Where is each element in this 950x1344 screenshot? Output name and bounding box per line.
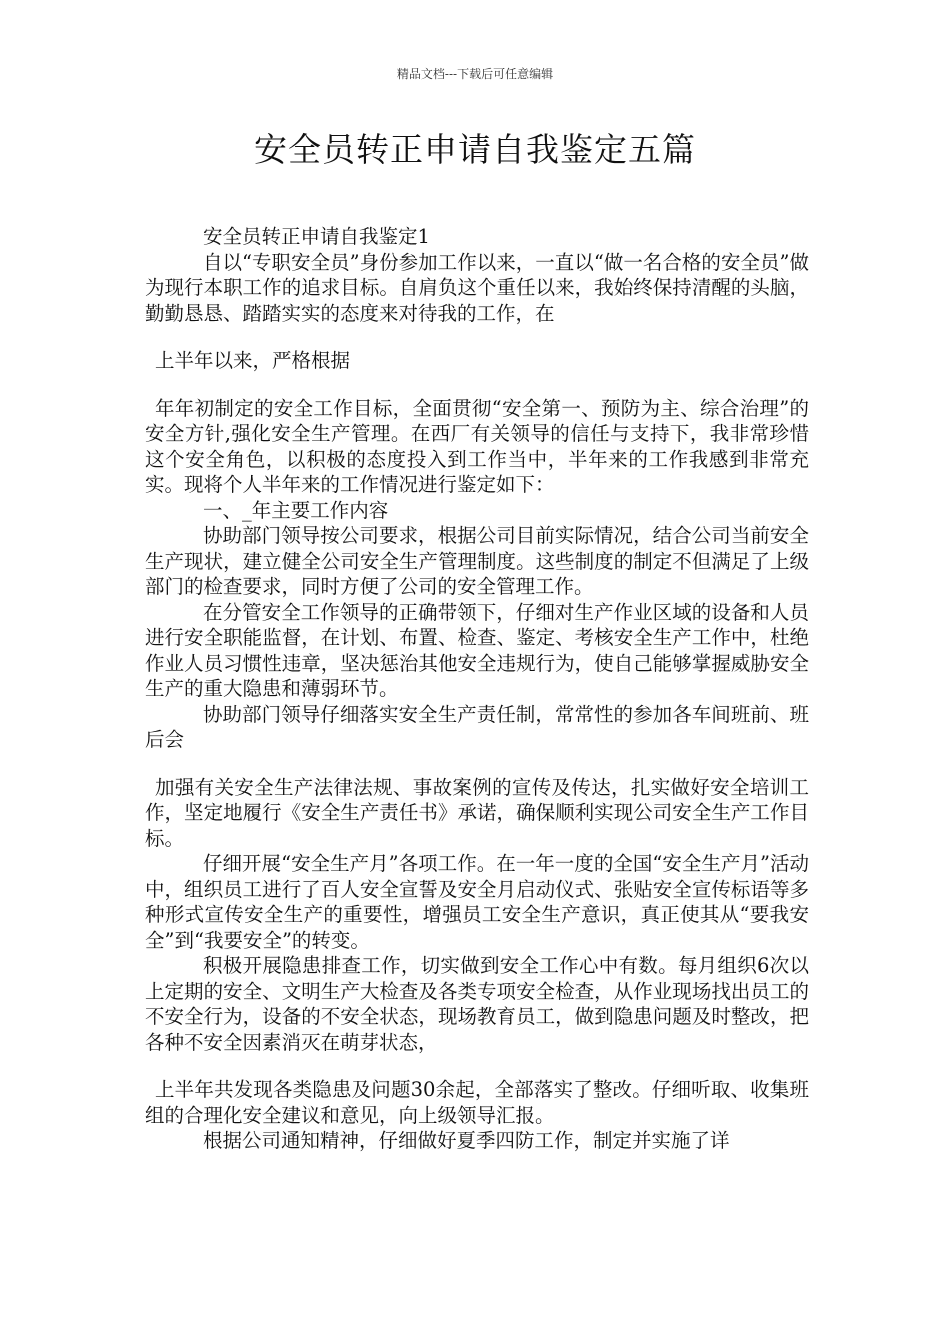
- paragraph: 协助部门领导仔细落实安全生产责任制，常常性的参加各车间班前、班后会: [145, 702, 809, 751]
- paragraph: 加强有关安全生产法律法规、事故案例的宣传及传达，扎实做好安全培训工作，坚定地履行《安全生产责任书》承诺，确保顺利实现公司安全生产工作目标。: [145, 775, 809, 850]
- paragraph: 协助部门领导按公司要求，根据公司目前实际情况，结合公司当前安全生产现状，建立健全公司安全生产管理制度。这些制度的制定不但满足了上级部门的检查要求，同时方便了公司的安全管理工作。: [145, 524, 809, 598]
- paragraph: 上半年以来，严格根据: [155, 349, 351, 372]
- section-heading: 安全员转正申请自我鉴定1: [203, 225, 430, 248]
- section-heading: 一、_年主要工作内容: [203, 498, 389, 522]
- page-header-note: 精品文档---下载后可任意编辑: [396, 67, 554, 81]
- paragraph: 年年初制定的安全工作目标，全面贯彻“安全第一、预防为主、综合治理”的安全方针,强化安全生产管理。在西厂有关领导的信任与支持下，我非常珍惜这个安全角色，以积极的态度投入到工作当中，半年来的工作我感到非常充实。现将个人半年来的工作情况进行鉴定如下：: [145, 396, 809, 496]
- document-body: [145, 224, 809, 1154]
- paragraph: 积极开展隐患排查工作，切实做到安全工作心中有数。每月组织6次以上定期的安全、文明生产大检查及各类专项安全检查，从作业现场找出员工的不安全行为，设备的不安全状态，现场教育员工，做到隐患问题及时整改，把各种不安全因素消灭在萌芽状态，: [145, 954, 809, 1054]
- document-title: 安全员转正申请自我鉴定五篇: [254, 130, 696, 169]
- paragraph: 根据公司通知精神，仔细做好夏季四防工作，制定并实施了详: [203, 1129, 730, 1152]
- paragraph: 仔细开展“安全生产月”各项工作。在一年一度的全国“安全生产月”活动中，组织员工进行了百人安全宣誓及安全月启动仪式、张贴安全宣传标语等多种形式宣传安全生产的重要性，增强员工安全生产意识，真正使其从“要我安全”到“我要安全”的转变。: [145, 852, 809, 952]
- paragraph: 自以“专职安全员”身份参加工作以来，一直以“做一名合格的安全员”做为现行本职工作的追求目标。自肩负这个重任以来，我始终保持清醒的头脑，勤勤恳恳、踏踏实实的态度来对待我的工作，在: [145, 250, 809, 325]
- paragraph: 上半年共发现各类隐患及问题30余起，全部落实了整改。仔细听取、收集班组的合理化安全建议和意见，向上级领导汇报。: [145, 1078, 809, 1127]
- paragraph: 在分管安全工作领导的正确带领下，仔细对生产作业区域的设备和人员进行安全职能监督，在计划、布置、检查、鉴定、考核安全生产工作中，杜绝作业人员习惯性违章，坚决惩治其他安全违规行为，使自己能够掌握威胁安全生产的重大隐患和薄弱环节。: [145, 600, 809, 700]
